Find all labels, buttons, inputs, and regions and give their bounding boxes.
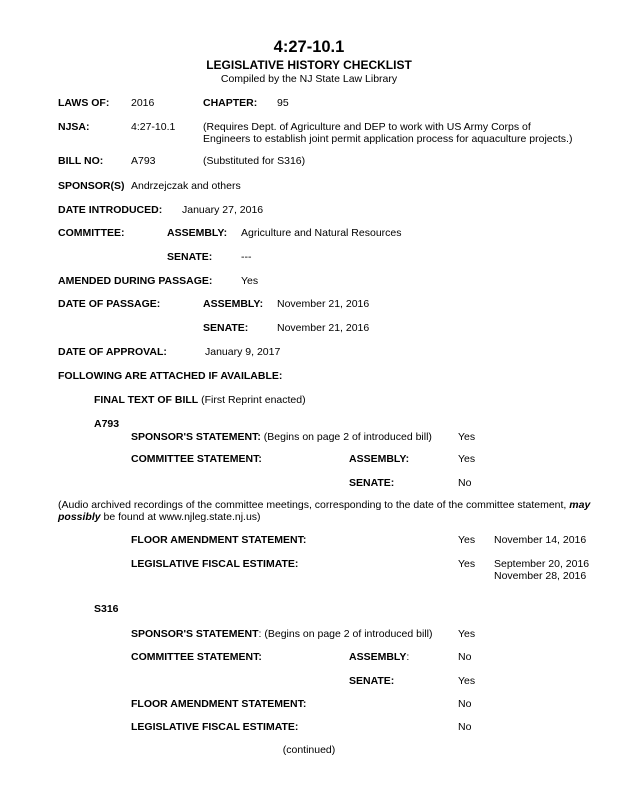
s316-fiscal-estimate-value: No xyxy=(458,721,472,733)
a793-sponsor-statement-label: SPONSOR'S STATEMENT: xyxy=(131,431,261,443)
s316-sponsor-statement-label: SPONSOR'S STATEMENT xyxy=(131,628,259,640)
sponsor-label: SPONSOR(S) xyxy=(58,180,125,192)
passage-assembly-label: ASSEMBLY: xyxy=(203,298,264,310)
s316-fiscal-estimate-label: LEGISLATIVE FISCAL ESTIMATE: xyxy=(131,721,299,733)
s316-assembly-value: No xyxy=(458,651,472,663)
s316-committee-statement-label: COMMITTEE STATEMENT: xyxy=(131,651,262,663)
amended-value: Yes xyxy=(241,275,259,287)
s316-senate-label: SENATE: xyxy=(349,675,395,687)
s316-sponsor-statement-row xyxy=(131,628,433,640)
committee-assembly-label: ASSEMBLY: xyxy=(167,227,228,239)
date-introduced-value: January 27, 2016 xyxy=(182,204,264,216)
a793-fiscal-estimate-date-2: November 28, 2016 xyxy=(494,570,587,582)
laws-of-value: 2016 xyxy=(131,97,155,109)
final-text-label: FINAL TEXT OF BILL xyxy=(94,394,199,406)
a793-assembly-value: Yes xyxy=(458,453,476,465)
date-introduced-label: DATE INTRODUCED: xyxy=(58,204,163,216)
njsa-value: 4:27-10.1 xyxy=(131,121,176,133)
committee-senate-value: --- xyxy=(241,251,252,263)
audio-note-emphasis: may possibly xyxy=(58,499,591,523)
njsa-description: (Requires Dept. of Agriculture and DEP to work with US Army Corps of Engineers to establish joint permit application process for aquaculture projects.) xyxy=(203,121,573,145)
s316-sponsor-statement-value: Yes xyxy=(458,628,476,640)
s316-assembly-label: ASSEMBLY xyxy=(349,651,407,663)
a793-senate-value: No xyxy=(458,477,472,489)
s316-floor-amendment-value: No xyxy=(458,698,472,710)
amended-label: AMENDED DURING PASSAGE: xyxy=(58,275,213,287)
committee-senate-label: SENATE: xyxy=(167,251,213,263)
passage-senate-value: November 21, 2016 xyxy=(277,322,370,334)
a793-floor-amendment-date: November 14, 2016 xyxy=(494,534,587,546)
bill-no-label: BILL NO: xyxy=(58,155,104,167)
a793-senate-label: SENATE: xyxy=(349,477,395,489)
s316-senate-value: Yes xyxy=(458,675,476,687)
continued-note: (continued) xyxy=(282,744,336,756)
date-of-approval-value: January 9, 2017 xyxy=(205,346,281,358)
date-of-passage-label: DATE OF PASSAGE: xyxy=(58,298,161,310)
final-text-note: (First Reprint enacted) xyxy=(201,394,306,406)
a793-fiscal-estimate-date-1: September 20, 2016 xyxy=(494,558,590,570)
chapter-value: 95 xyxy=(277,97,289,109)
a793-fiscal-estimate-value: Yes xyxy=(458,558,476,570)
a793-committee-statement-label: COMMITTEE STATEMENT: xyxy=(131,453,262,465)
compiled-by: Compiled by the NJ State Law Library xyxy=(220,73,398,85)
a793-heading: A793 xyxy=(94,418,120,430)
chapter-label: CHAPTER: xyxy=(203,97,258,109)
committee-label: COMMITTEE: xyxy=(58,227,125,239)
s316-heading: S316 xyxy=(94,603,119,615)
attached-heading: FOLLOWING ARE ATTACHED IF AVAILABLE: xyxy=(58,370,283,382)
final-text-row xyxy=(94,394,306,406)
page-subtitle: LEGISLATIVE HISTORY CHECKLIST xyxy=(206,58,412,72)
passage-assembly-value: November 21, 2016 xyxy=(277,298,370,310)
a793-assembly-label: ASSEMBLY: xyxy=(349,453,410,465)
bill-no-value: A793 xyxy=(131,155,156,167)
a793-sponsor-statement-note: (Begins on page 2 of introduced bill) xyxy=(263,431,432,443)
laws-of-label: LAWS OF: xyxy=(58,97,110,109)
a793-floor-amendment-value: Yes xyxy=(458,534,476,546)
a793-sponsor-statement-row xyxy=(131,431,432,443)
a793-fiscal-estimate-label: LEGISLATIVE FISCAL ESTIMATE: xyxy=(131,558,299,570)
a793-sponsor-statement-value: Yes xyxy=(458,431,476,443)
njsa-label: NJSA: xyxy=(58,121,90,133)
audio-note-link-text: be found at www.njleg.state.nj.us) xyxy=(100,511,261,523)
sponsor-value: Andrzejczak and others xyxy=(131,180,241,192)
s316-assembly-label-row: ASSEMBLY: xyxy=(349,651,410,663)
s316-floor-amendment-label: FLOOR AMENDMENT STATEMENT: xyxy=(131,698,307,710)
s316-sponsor-statement-note: : (Begins on page 2 of introduced bill) xyxy=(258,628,433,640)
committee-assembly-value: Agriculture and Natural Resources xyxy=(241,227,402,239)
bill-no-note: (Substituted for S316) xyxy=(203,155,306,167)
passage-senate-label: SENATE: xyxy=(203,322,249,334)
date-of-approval-label: DATE OF APPROVAL: xyxy=(58,346,167,358)
audio-note xyxy=(58,499,603,523)
audio-note-text: (Audio archived recordings of the committee meetings, corresponding to the date of the committee statement, xyxy=(58,499,570,511)
page-title: 4:27-10.1 xyxy=(273,38,345,56)
a793-floor-amendment-label: FLOOR AMENDMENT STATEMENT: xyxy=(131,534,307,546)
